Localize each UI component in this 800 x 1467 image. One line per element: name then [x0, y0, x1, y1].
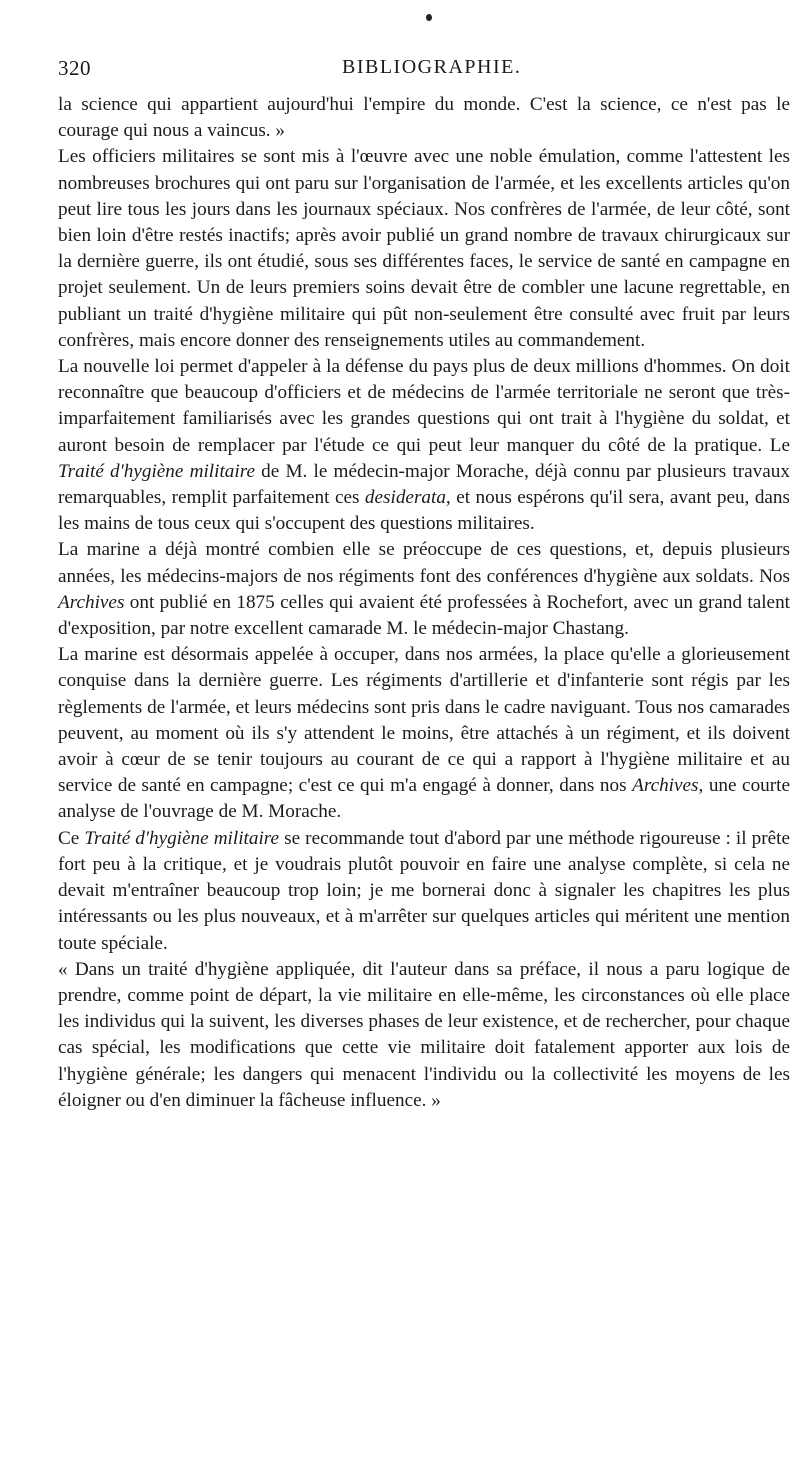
paragraph-4-text-before: La marine a déjà montré combien elle se préoccupe de ces questions, et, depuis plusieurs années, les médecins-majors de nos régiments font des conférences d'hygiène aux soldats. Nos: [58, 539, 790, 587]
paragraph-3-text-before: La nouvelle loi permet d'appeler à la défense du pays plus de deux millions d'hommes. On doit reconnaître que beaucoup d'officiers et de médecins de l'armée territoriale ne seront que très-imparfaitement familiarisés avec les grandes questions qui ont trait à l'hygiène du soldat, et auront besoin de remplacer par l'étude ce qui peut leur manquer du côté de la pratique. Le: [58, 356, 790, 456]
desiderata-italic: desiderata,: [364, 487, 451, 509]
paragraph-5-text-before: La marine est désormais appelée à occuper, dans nos armées, la place qu'elle a glorieusement conquise dans la dernière guerre. Les régiments d'artillerie et d'infanterie sont régis par les règlements de l'armée, et leurs médecins sont pris dans le cadre naviguant. Tous nos camarades peuvent, au moment où ils s'y attendent le moins, être attachés à un régiment, et ils doivent avoir à cœur de se tenir toujours au courant de ce qui a rapport à l'hygiène militaire et au service de santé en campagne; c'est ce qui m'a engagé à donner, dans nos: [58, 644, 790, 797]
page-header: [58, 48, 790, 88]
paragraph-1: la science qui appartient aujourd'hui l'empire du monde. C'est la science, ce n'est pas le courage qui nous a vaincus. »: [58, 94, 790, 142]
archives-italic-2: Archives,: [632, 775, 704, 797]
paragraph-6-text-after: se recommande tout d'abord par une méthode rigoureuse : il prête fort peu à la critique, et je voudrais plutôt pouvoir en faire une analyse complète, si cela ne devait m'entraîner beaucoup trop loin; je me bornerai donc à signaler les chapitres les plus intéressants ou les plus nouveaux, et à m'arrêter sur quelques articles qui méritent une mention toute spéciale.: [58, 827, 790, 954]
paragraph-5-text-after: une courte analyse de l'ouvrage de M. Morache.: [58, 775, 790, 823]
paragraph-7: « Dans un traité d'hygiène appliquée, dit l'auteur dans sa préface, il nous a paru logique de prendre, comme point de départ, la vie militaire en elle-même, les circonstances où elle place les individus qui la suivent, les diverses phases de leur existence, et de rechercher, pour chaque cas spécial, les modifications que cette vie militaire doit fatalement apporter aux lois de l'hygiène générale; les dangers qui menacent l'individu ou la collectivité les moyens de les éloigner ou d'en diminuer la fâcheuse influence. »: [58, 958, 790, 1111]
paragraph-3: [58, 354, 790, 537]
page-number: 320: [58, 56, 91, 80]
paragraph-3-text-after: et nous espérons qu'il sera, avant peu, dans les mains de tous ceux qui s'occupent des questions militaires.: [58, 487, 790, 535]
paragraph-4: [58, 537, 790, 642]
paragraph-6: [58, 826, 790, 957]
running-head: BIBLIOGRAPHIE.: [342, 56, 522, 78]
paragraph-2: Les officiers militaires se sont mis à l'œuvre avec une noble émulation, comme l'attestent les nombreuses brochures qui ont paru sur l'organisation de l'armée, et les excellents articles qu'on peut lire tous les jours dans les journaux spéciaux. Nos confrères de l'armée, de leur côté, sont bien loin d'être restés inactifs; après avoir publié un grand nombre de travaux chirurgicaux sur la dernière guerre, ils ont étudié, sous ses différentes faces, le service de santé en campagne en projet seulement. Un de leurs premiers soins devait être de combler une lacune regrettable, en publiant un traité d'hygiène militaire qui pût non-seulement être consulté avec fruit par leurs confrères, mais encore donner des renseignements utiles au commandement.: [58, 146, 790, 351]
paragraph-6-text-before: Ce: [58, 827, 85, 849]
book-page: [58, 48, 790, 1114]
body-text: [58, 92, 790, 1114]
paragraph-4-text-after: ont publié en 1875 celles qui avaient été professées à Rochefort, avec un grand talent d'exposition, par notre excellent camarade M. le médecin-major Chastang.: [58, 591, 790, 640]
ink-dot-mark: [426, 14, 432, 21]
book-title-italic: Traité d'hygiène militaire: [58, 460, 255, 482]
paragraph-3-text-middle: de M. le médecin-major Morache, déjà connu par plusieurs travaux remarquables, remplit parfaitement ces: [58, 460, 790, 509]
archives-italic: Archives: [58, 591, 125, 613]
paragraph-5: [58, 642, 790, 825]
book-title-italic-2: Traité d'hygiène militaire: [84, 827, 280, 849]
